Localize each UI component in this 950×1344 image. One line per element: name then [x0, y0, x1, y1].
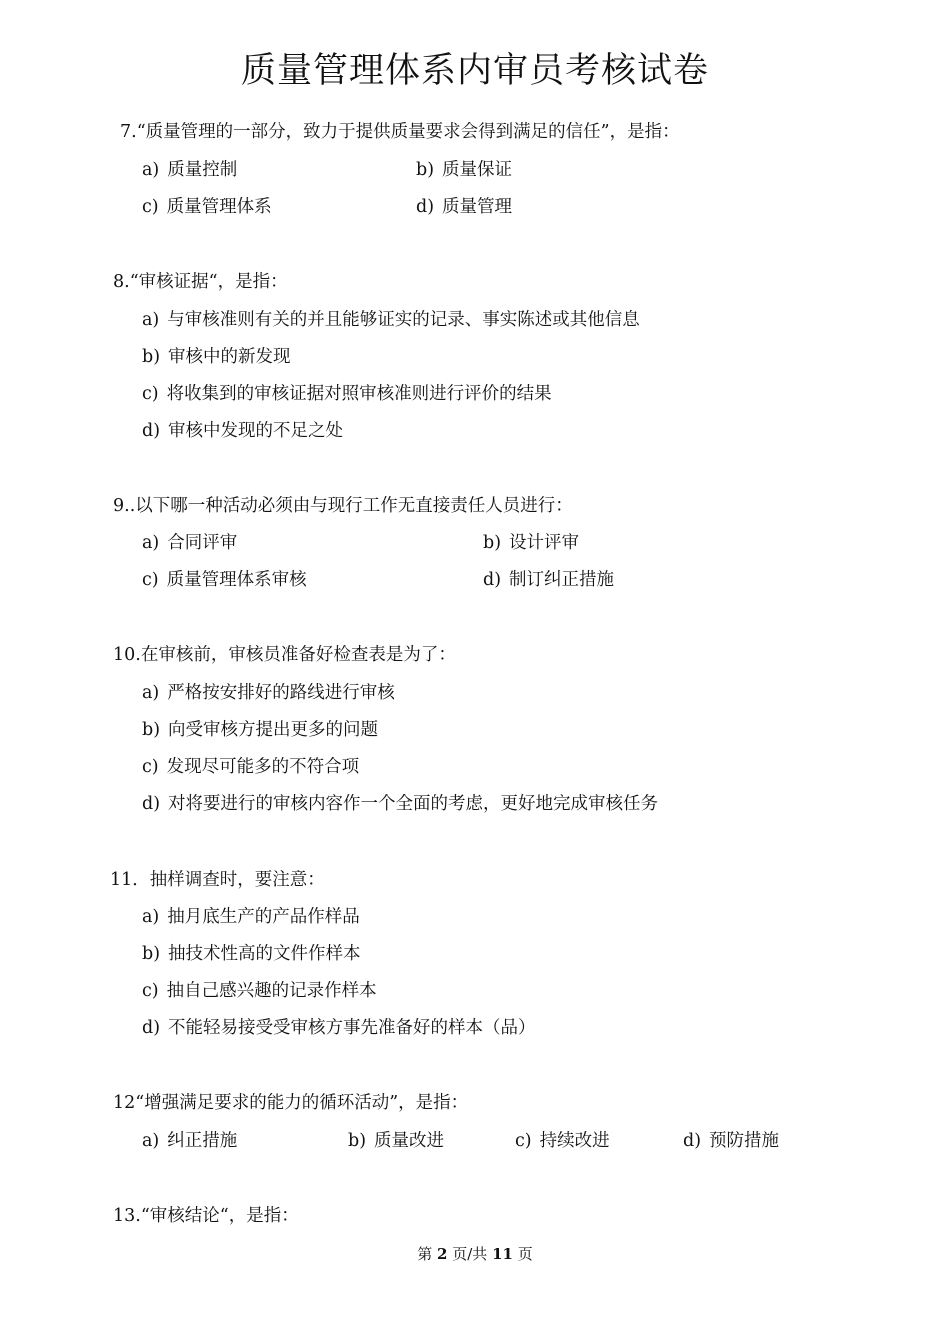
option-text: 发现尽可能多的不符合项 [166, 757, 360, 777]
option-label: d) [142, 1018, 161, 1038]
footer-suffix: 页 [517, 1245, 533, 1263]
option-label: c) [142, 570, 159, 590]
option-text: 向受审核方提出更多的问题 [168, 720, 379, 740]
question-11-stem: 11．抽样调查时，要注意： [110, 870, 325, 890]
question-10-option-a [142, 683, 395, 704]
question-7-option-d [416, 197, 512, 218]
option-label: b) [483, 533, 502, 553]
question-12-option-d [683, 1131, 779, 1152]
option-label: a) [142, 1131, 160, 1151]
question-9-option-d [483, 570, 614, 591]
option-text: 持续改进 [539, 1131, 610, 1151]
option-label: c) [142, 197, 159, 217]
question-8-option-b [142, 347, 291, 368]
question-12-option-a [142, 1131, 237, 1152]
option-text: 纠正措施 [167, 1131, 238, 1151]
question-7-option-a [142, 160, 237, 181]
option-label: a) [142, 533, 160, 553]
question-8-option-c [142, 384, 552, 405]
option-label: b) [142, 944, 161, 964]
question-12-option-c [515, 1131, 610, 1152]
page-footer [0, 1243, 950, 1264]
footer-total-pages: 11 [492, 1245, 513, 1263]
option-label: b) [142, 347, 161, 367]
option-text: 抽自己感兴趣的记录作样本 [166, 981, 377, 1001]
option-label: d) [142, 794, 161, 814]
option-label: b) [416, 160, 435, 180]
question-11-option-b [142, 944, 361, 965]
option-text: 预防措施 [709, 1131, 780, 1151]
option-label: d) [142, 421, 161, 441]
option-text: 对将要进行的审核内容作一个全面的考虑，更好地完成审核任务 [168, 794, 659, 814]
question-9-option-a [142, 533, 237, 554]
option-text: 抽月底生产的产品作样品 [167, 907, 360, 927]
question-7-stem: 7.“质量管理的一部分，致力于提供质量要求会得到满足的信任”，是指： [120, 122, 680, 142]
option-text: 质量管理 [442, 197, 513, 217]
footer-prefix: 第 [417, 1245, 433, 1263]
option-label: a) [142, 310, 160, 330]
option-text: 审核中的新发现 [168, 347, 291, 367]
option-label: c) [515, 1131, 532, 1151]
option-label: c) [142, 981, 159, 1001]
footer-middle: 页/共 [452, 1245, 488, 1263]
option-text: 制订纠正措施 [509, 570, 615, 590]
question-8-option-a [142, 310, 640, 331]
question-10-option-b [142, 720, 378, 741]
option-text: 抽技术性高的文件作样本 [168, 944, 361, 964]
option-text: 质量管理体系 [166, 197, 272, 217]
option-label: a) [142, 683, 160, 703]
option-text: 严格按安排好的路线进行审核 [167, 683, 395, 703]
question-12-option-b [348, 1131, 444, 1152]
page-title: 质量管理体系内审员考核试卷 [240, 51, 709, 91]
option-label: b) [142, 720, 161, 740]
option-text: 质量保证 [442, 160, 513, 180]
option-text: 质量改进 [374, 1131, 445, 1151]
option-label: c) [142, 757, 159, 777]
option-text: 质量管理体系审核 [166, 570, 307, 590]
option-text: 质量控制 [167, 160, 238, 180]
question-8-option-d [142, 421, 343, 442]
option-label: a) [142, 907, 160, 927]
option-text: 设计评审 [509, 533, 580, 553]
question-9-option-c [142, 570, 307, 591]
question-8-stem: 8.“审核证据“，是指： [113, 272, 288, 292]
question-10-option-d [142, 794, 658, 815]
option-label: d) [483, 570, 502, 590]
question-10-option-c [142, 757, 359, 778]
option-label: b) [348, 1131, 367, 1151]
question-13-stem: 13.“审核结论“，是指： [113, 1206, 299, 1226]
question-9-stem: 9..以下哪一种活动必须由与现行工作无直接责任人员进行： [113, 496, 573, 516]
footer-page-number: 2 [437, 1245, 448, 1263]
option-text: 合同评审 [167, 533, 238, 553]
question-12-stem: 12“增强满足要求的能力的循环活动”，是指： [113, 1093, 469, 1113]
option-label: a) [142, 160, 160, 180]
question-11-option-d [142, 1018, 536, 1039]
question-7-option-c [142, 197, 272, 218]
question-10-stem: 10.在审核前，审核员准备好检查表是为了： [113, 645, 456, 665]
option-text: 与审核准则有关的并且能够证实的记录、事实陈述或其他信息 [167, 310, 640, 330]
question-7-option-b [416, 160, 512, 181]
question-11-option-a [142, 907, 360, 928]
question-9-option-b [483, 533, 579, 554]
option-text: 不能轻易接受受审核方事先准备好的样本（品） [168, 1018, 536, 1038]
option-label: d) [416, 197, 435, 217]
option-label: d) [683, 1131, 702, 1151]
question-11-option-c [142, 981, 377, 1002]
option-label: c) [142, 384, 159, 404]
option-text: 将收集到的审核证据对照审核准则进行评价的结果 [166, 384, 552, 404]
option-text: 审核中发现的不足之处 [168, 421, 344, 441]
